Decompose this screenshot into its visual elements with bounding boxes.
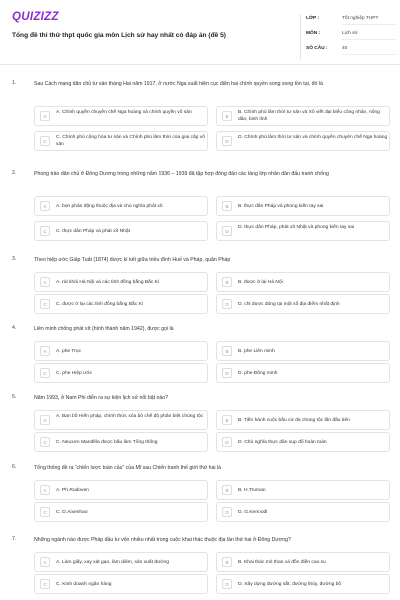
worksheet-header	[0, 0, 400, 62]
option-letter: D	[222, 299, 232, 309]
option-text: D. Chính phủ lâm thời tư sản và chính quyền chuyên chế Nga hoàng	[238, 135, 388, 140]
option-text: D. Chủ nghĩa thực dân sụp đổ hoàn toàn	[238, 439, 327, 445]
option-text: B. thực dân Pháp và phong kiến tay sai	[238, 203, 324, 209]
option-letter: A	[40, 485, 50, 495]
option-b[interactable]	[216, 410, 390, 430]
worksheet-title: Tổng đề thi thử thpt quốc gia môn Lịch sử hay nhất có đáp án (đề 5)	[12, 32, 226, 39]
option-text: B. Tiến hành cuộc bầu cử đa chủng tộc lần đầu tiên	[238, 417, 350, 423]
option-a[interactable]	[34, 106, 208, 126]
option-letter: A	[40, 415, 50, 425]
option-letter: D	[222, 368, 232, 378]
header-divider	[0, 64, 400, 65]
option-letter: B	[222, 557, 232, 567]
question-text: Theo hiệp ước Giáp Tuất (1874) được kí kết giữa triều đình Huế và Pháp, quân Pháp	[34, 257, 231, 263]
question-count-label: SỐ CÂU :	[306, 46, 328, 51]
question-text: Năm 1993, ở Nam Phi diễn ra sự kiện lịch sử nổi bật nào?	[34, 395, 169, 401]
option-b[interactable]	[216, 106, 390, 126]
option-d[interactable]	[216, 574, 390, 594]
option-c[interactable]	[34, 574, 208, 594]
question-number: 5.	[12, 394, 17, 400]
option-c[interactable]	[34, 221, 208, 241]
option-text: A. Ph.Rudoven	[56, 487, 89, 493]
option-c[interactable]	[34, 363, 208, 383]
option-letter: B	[222, 277, 232, 287]
question-count-value: 40	[342, 46, 396, 55]
option-text: D. chỉ được đóng tại một số địa điểm nhất định	[238, 301, 340, 307]
option-letter: D	[222, 579, 232, 589]
option-a[interactable]	[34, 341, 208, 361]
option-d[interactable]	[216, 294, 390, 314]
option-letter: C	[40, 226, 50, 236]
option-letter: B	[222, 111, 232, 121]
class-value: Tốt nghiệp THPT	[342, 16, 396, 25]
option-text: A. phe Trục	[56, 348, 82, 354]
option-text: C. Kinh doanh ngân hàng	[56, 581, 112, 587]
option-text: A. rút khỏi Hà Nội và các tỉnh đồng bằng Bắc Kì	[56, 279, 160, 285]
option-letter: C	[40, 507, 50, 517]
option-letter: B	[222, 485, 232, 495]
question-number: 6.	[12, 464, 17, 470]
option-text: B. H.Truman	[238, 487, 266, 493]
option-text: A. Làm giấy, xay xát gạo, làm diêm, sản xuất đường	[56, 559, 169, 565]
option-text: C. D.Aixenhao	[56, 509, 88, 515]
worksheet-info	[300, 14, 390, 59]
option-text: C. phe Hiệp ước	[56, 370, 93, 376]
option-letter: C	[40, 299, 50, 309]
subject-value: Lịch sử	[342, 31, 396, 40]
option-c[interactable]	[34, 131, 208, 151]
question-text: Những ngành nào được Pháp đầu tư vốn nhiều nhất trong cuộc khai thác thuộc địa lần thứ hai ở Đông Dương?	[34, 537, 291, 543]
question-text: Liên minh chống phát xít (hình thành năm 1942), được gọi là	[34, 326, 174, 332]
question-text: Sau Cách mạng dân chủ tư sản tháng Hai năm 1917, ở nước Nga xuất hiện cục diện hai chính quyền song song tồn tại, đó là	[34, 81, 323, 87]
option-a[interactable]	[34, 552, 208, 572]
option-letter: D	[222, 226, 232, 236]
option-letter: B	[222, 346, 232, 356]
option-d[interactable]	[216, 432, 390, 452]
option-letter: A	[40, 111, 50, 121]
option-text: A. Chính quyền chuyên chế Nga hoàng và chính quyền vô sản	[56, 110, 192, 115]
option-letter: C	[40, 437, 50, 447]
option-c[interactable]	[34, 294, 208, 314]
option-text: C. Chính phủ cộng hòa tư sản và Chính phủ lâm thời của giai cấp vô sản	[56, 135, 205, 147]
option-b[interactable]	[216, 552, 390, 572]
option-b[interactable]	[216, 480, 390, 500]
question-number: 1.	[12, 80, 17, 86]
option-letter: A	[40, 557, 50, 567]
option-c[interactable]	[34, 502, 208, 522]
option-letter: D	[222, 136, 232, 146]
option-letter: C	[40, 136, 50, 146]
option-c[interactable]	[34, 432, 208, 452]
option-a[interactable]	[34, 196, 208, 216]
question-number: 7.	[12, 536, 17, 542]
option-letter: B	[222, 201, 232, 211]
option-letter: A	[40, 346, 50, 356]
option-d[interactable]	[216, 363, 390, 383]
option-d[interactable]	[216, 502, 390, 522]
class-label: LỚP :	[306, 16, 320, 21]
option-text: C. Neuxơn Manđêla được bầu làm Tổng thống	[56, 439, 158, 445]
option-text: B. phe Liên minh	[238, 348, 275, 354]
option-letter: C	[40, 579, 50, 589]
option-letter: D	[222, 437, 232, 447]
option-letter: C	[40, 368, 50, 378]
option-d[interactable]	[216, 131, 390, 151]
option-a[interactable]	[34, 480, 208, 500]
subject-label: MÔN :	[306, 31, 321, 36]
class-row	[306, 14, 390, 29]
question-text: Tổng thống đề ra “chiến lược toàn cầu” của Mĩ sau Chiến tranh thế giới thứ hai là	[34, 465, 222, 471]
option-letter: B	[222, 415, 232, 425]
option-text: B. Chính phủ lâm thời tư sản và Xô viết đại biểu công nhân, nông dân, binh lính	[238, 110, 380, 122]
question-number: 2.	[12, 170, 17, 176]
option-text: D. phe Đồng minh	[238, 370, 278, 376]
option-text: B. được ở lại Hà Nội	[238, 279, 283, 285]
option-text: D. G.Kennođi	[238, 509, 268, 515]
option-d[interactable]	[216, 221, 390, 241]
option-text: C. được ở lại các tỉnh đồng bằng Bắc Kì	[56, 301, 144, 307]
option-text: D. Xây dựng đường sắt, đường thủy, đường bộ	[238, 581, 342, 587]
question-text: Phong trào dân chủ ở Đông Dương trong những năm 1936 – 1939 đã tập hợp đông đảo các tầng lớp nhân dân đấu tranh chống	[34, 171, 329, 177]
option-b[interactable]	[216, 341, 390, 361]
option-letter: A	[40, 201, 50, 211]
quizizz-logo: QUIZIZZ	[12, 11, 59, 23]
question-number: 3.	[12, 256, 17, 262]
option-text: A. bọn phản động thuộc địa và chủ nghĩa phát xít	[56, 203, 163, 209]
option-b[interactable]	[216, 196, 390, 216]
option-b[interactable]	[216, 272, 390, 292]
option-text: C. thực dân Pháp và phát xít Nhật	[56, 228, 130, 234]
option-text: A. Ban bố Hiến pháp, chính thức xóa bỏ chế độ phân biệt chủng tộc	[56, 414, 204, 419]
option-a[interactable]	[34, 410, 208, 430]
option-a[interactable]	[34, 272, 208, 292]
option-text: B. Khai thác mỏ than và đồn điền cao su	[238, 559, 326, 565]
question-count-row	[306, 44, 390, 59]
question-number: 4.	[12, 325, 17, 331]
option-text: D. thực dân Pháp, phát xít Nhật và phong kiến tay sai	[238, 225, 355, 230]
option-letter: A	[40, 277, 50, 287]
subject-row	[306, 29, 390, 44]
option-letter: D	[222, 507, 232, 517]
